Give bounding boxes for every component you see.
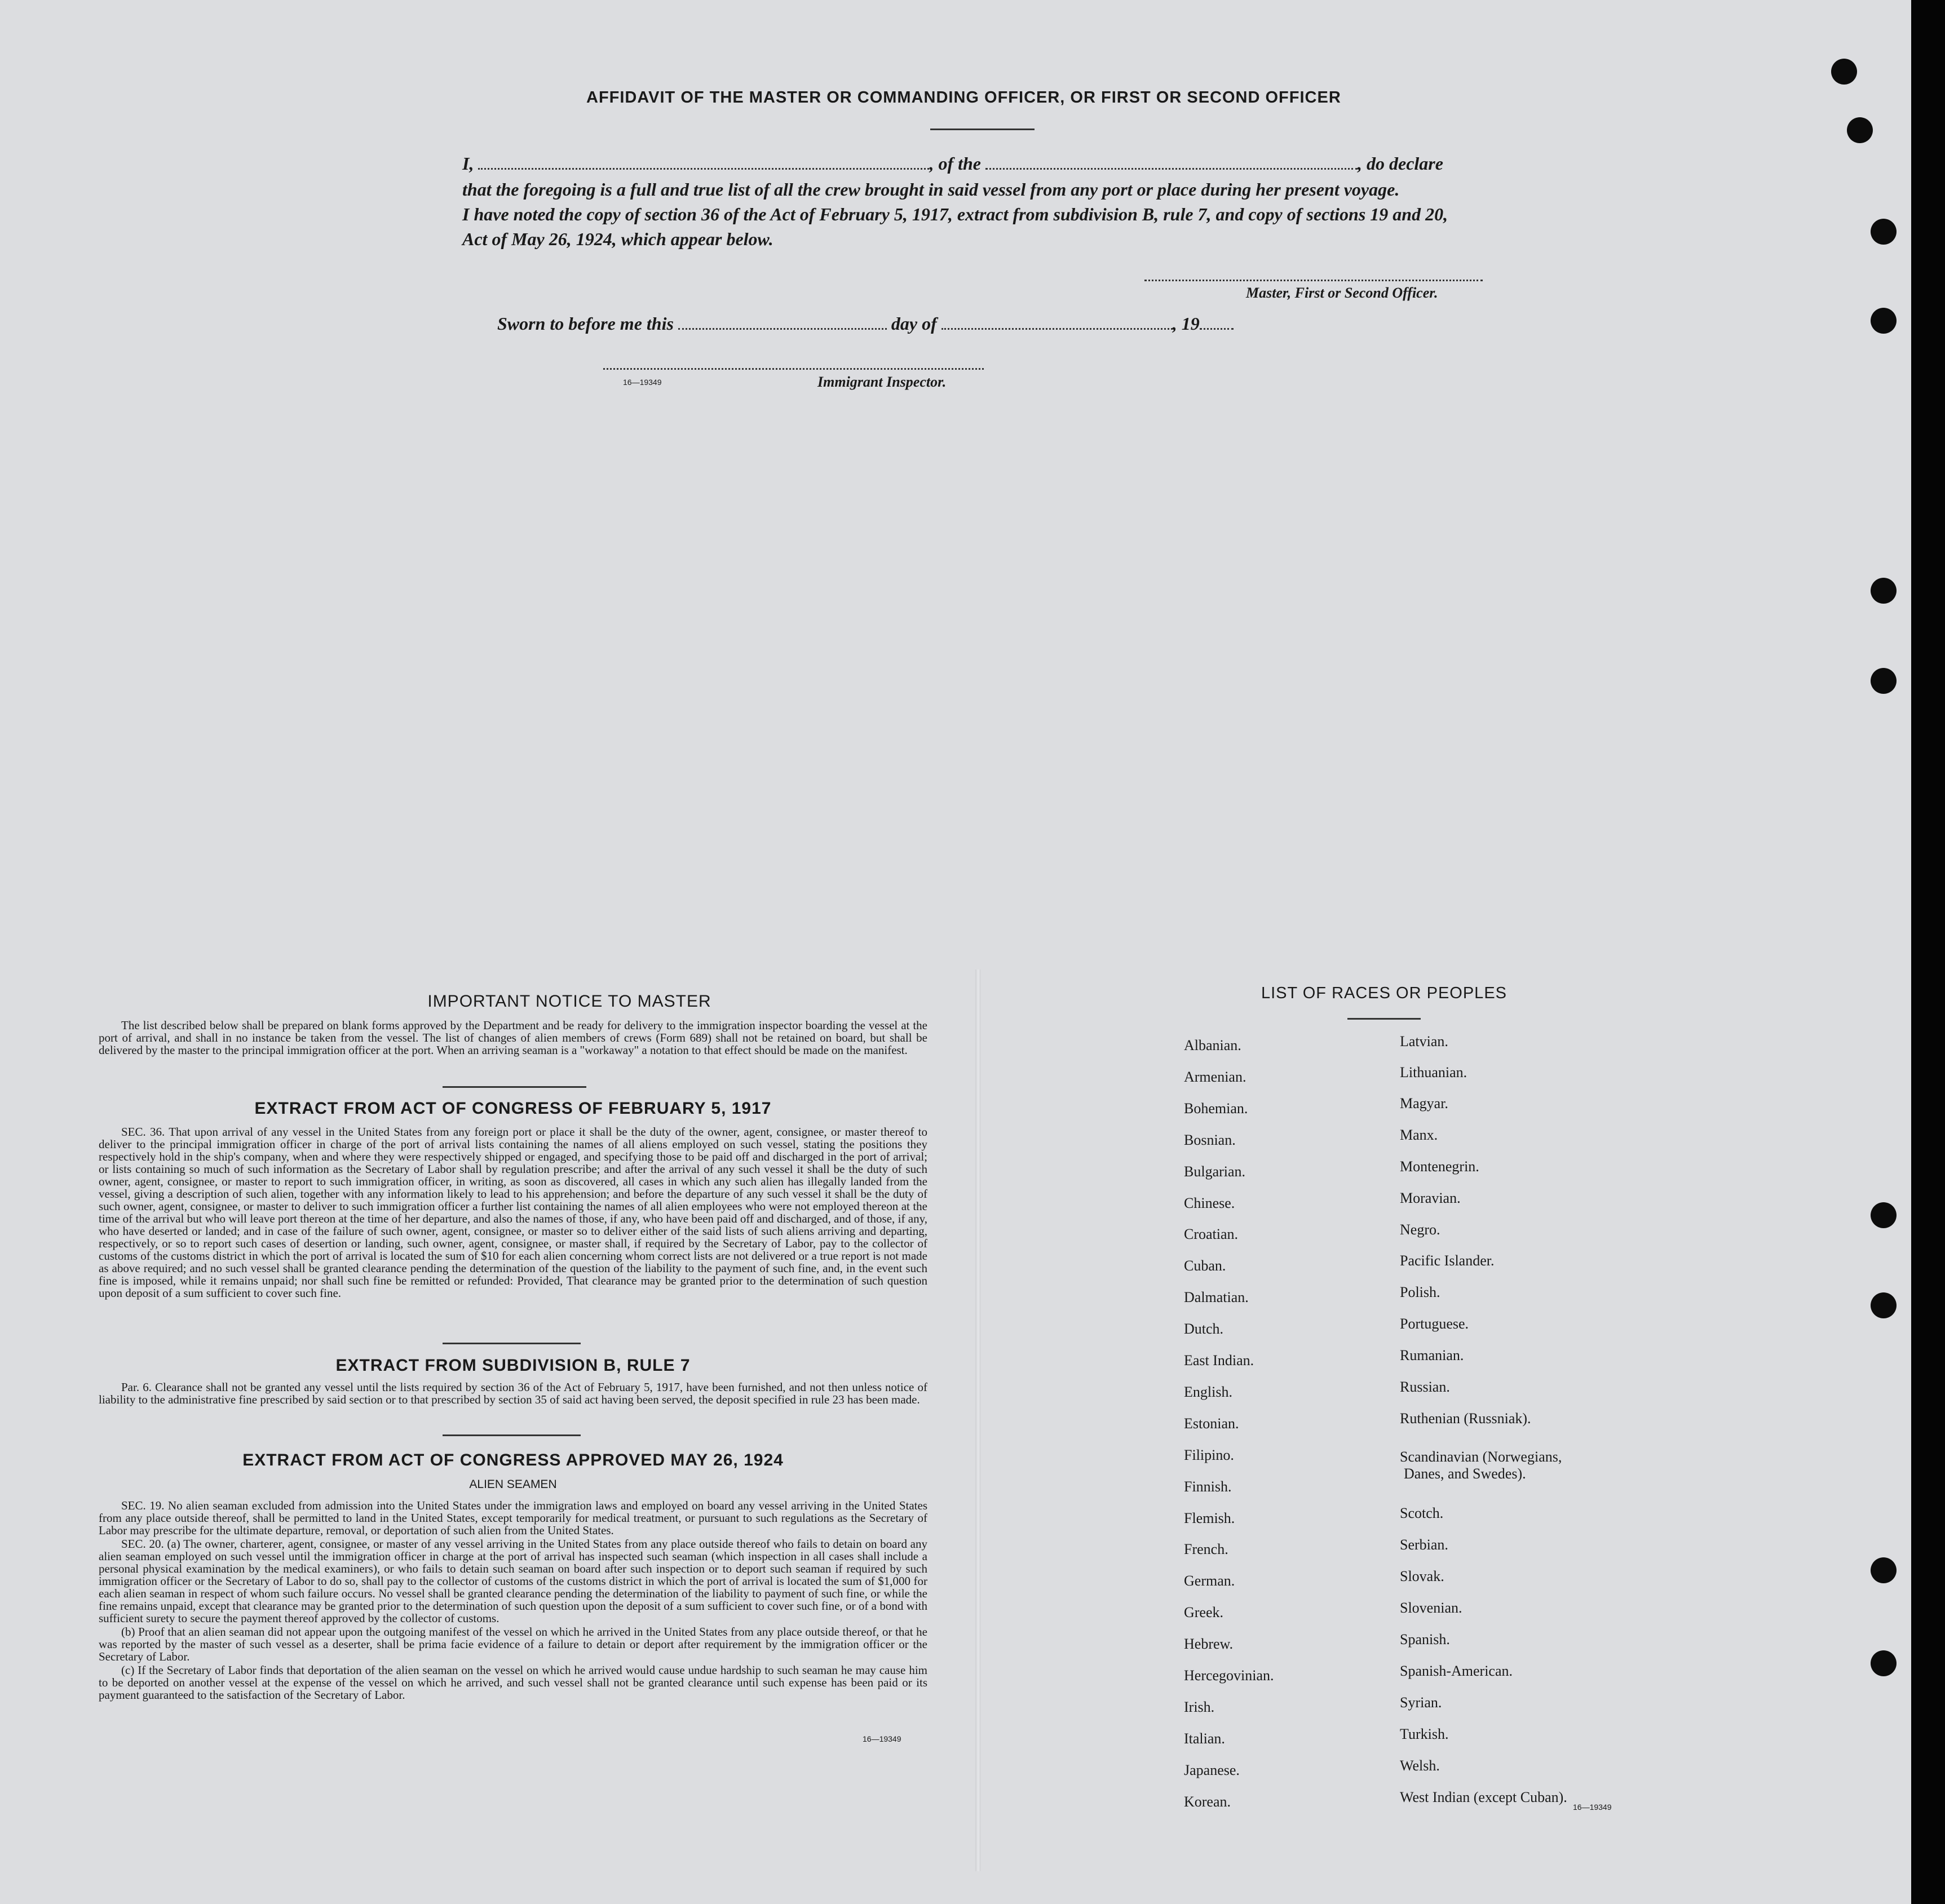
binder-hole: [1847, 117, 1873, 143]
binder-hole: [1871, 578, 1897, 604]
race-item: Lithuanian.: [1400, 1064, 1467, 1081]
race-item: French.: [1184, 1541, 1228, 1558]
races-title: LIST OF RACES OR PEOPLES: [1261, 984, 1508, 1002]
extract-1917-title: EXTRACT FROM ACT OF CONGRESS OF FEBRUARY 5, 1917: [254, 1099, 772, 1118]
race-item: Rumanian.: [1400, 1347, 1464, 1363]
race-item: Italian.: [1184, 1730, 1225, 1747]
section-20c-text: (c) If the Secretary of Labor finds that deportation of the alien seaman on the vessel on which he arrived would cause undue hardship to such seaman he may cause him to be deported on another vessel at the expense of the vessel on which he arrived, and such vessel shall not be granted clearance until such expense has been paid or its payment guaranteed to the satisfaction of the Secretary of Labor.: [99, 1663, 927, 1702]
declare-label: , do declare: [1358, 153, 1443, 174]
race-item: Ruthenian (Russniak).: [1400, 1410, 1531, 1427]
race-item: Albanian.: [1184, 1037, 1241, 1053]
sworn-day-label: day of: [891, 313, 937, 334]
race-item: Polish.: [1400, 1284, 1440, 1300]
race-item: Bosnian.: [1184, 1131, 1236, 1148]
binder-hole: [1871, 219, 1897, 245]
race-item: Syrian.: [1400, 1694, 1442, 1711]
race-item: Japanese.: [1184, 1761, 1240, 1778]
divider: [443, 1343, 581, 1344]
race-item: Croatian.: [1184, 1226, 1239, 1243]
page-fold: [975, 969, 981, 1871]
section-19-text: SEC. 19. No alien seaman excluded from admission into the United States under the immigration laws and employed on board any vessel arriving in the United States from any place outside thereof, shall be permitted to land in the United States, except temporarily for medical treatment, or pursuant to such regulations as the Secretary of Labor may prescribe for the ultimate departure, removal, or deportation of such alien from the United States.: [99, 1499, 927, 1537]
inspector-label: Immigrant Inspector.: [817, 374, 947, 390]
section-20a-text: SEC. 20. (a) The owner, charterer, agent, consignee, or master of any vessel arriving in the United States from any place outside thereof who fails to detain on board any alien seaman employed on such vessel until the immigration officer in charge at the port of arrival has inspected such seaman (which inspection in all cases shall include a personal physical examination by the medical examiners), or who fails to detain such seaman on board after such inspection or to deport such seaman if required by such immigration officer or the Secretary of Labor to do so, shall pay to the collector of customs of the customs district in which the port of arrival is located the sum of $1,000 for each alien seaman in respect of whom such failure occurs. No vessel shall be granted clearance pending the determination of the liability to payment of such fine, or while the fine remains unpaid, except that clearance may be granted prior to the determination of such question upon the deposit of a sum sufficient to cover such fine, or of a bond with sufficient surety to secure the payment thereof approved by the collector of customs.: [99, 1537, 927, 1625]
binder-hole: [1871, 308, 1897, 334]
declaration-line-3: I have noted the copy of section 36 of the Act of February 5, 1917, extract from subdivision B, rule 7, and copy of sections 19 and 20,: [462, 204, 1448, 224]
race-item: Irish.: [1184, 1698, 1215, 1715]
race-item: Spanish-American.: [1400, 1663, 1513, 1679]
of-the-label: , of the: [929, 153, 981, 174]
sworn-month-field[interactable]: [941, 316, 1173, 330]
race-item: Hebrew.: [1184, 1636, 1234, 1653]
form-number: 16—19349: [1573, 1803, 1612, 1812]
binder-hole: [1871, 668, 1897, 694]
inspector-signature-line[interactable]: [603, 368, 984, 370]
notice-body: [99, 1019, 927, 1057]
extract-1924-body: [99, 1499, 927, 1702]
declaration-line-4: Act of May 26, 1924, which appear below.: [462, 229, 773, 249]
race-item: Hercegovinian.: [1184, 1667, 1274, 1684]
binder-hole: [1831, 59, 1857, 85]
race-item: Cuban.: [1184, 1257, 1226, 1274]
sworn-year-field[interactable]: [1200, 316, 1234, 330]
race-item: Bulgarian.: [1184, 1163, 1246, 1180]
section-20b-text: (b) Proof that an alien seaman did not appear upon the outgoing manifest of the vessel on which he arrived in the United States from any place outside thereof, or that he was reported by the master of such vessel as a deserter, shall be prima facie evidence of a failure to detain or deport after requirement by the immigration officer or the Secretary of Labor.: [99, 1625, 927, 1663]
race-item: Filipino.: [1184, 1446, 1234, 1463]
vessel-name-field[interactable]: [985, 156, 1358, 170]
race-item: Manx.: [1400, 1127, 1438, 1143]
declaration-line-2: that the foregoing is a full and true list of all the crew brought in said vessel from any port or place during her present voyage.: [462, 179, 1400, 200]
form-number: 16—19349: [623, 378, 662, 387]
divider: [930, 129, 1035, 130]
race-item: Turkish.: [1400, 1726, 1449, 1742]
race-item: Scotch.: [1400, 1505, 1444, 1521]
race-item: Serbian.: [1400, 1537, 1448, 1553]
subdivision-b-title: EXTRACT FROM SUBDIVISION B, RULE 7: [335, 1356, 691, 1375]
form-number: 16—19349: [863, 1734, 901, 1743]
race-item: Moravian.: [1400, 1190, 1461, 1206]
race-item: English.: [1184, 1383, 1232, 1400]
notice-text: The list described below shall be prepared on blank forms approved by the Department and be ready for delivery to the immigration inspector boarding the vessel at the port of arrival, and shall in no instance be taken from the vessel. The list of changes of alien members of crews (Form 689) shall not be retained on board, but shall be delivered by the master to the principal immigration officer at the port. When an arriving seaman is a "workaway" a notation to that effect should be made on the manifest.: [99, 1019, 927, 1057]
extract-1917-body: [99, 1126, 927, 1300]
race-item: Korean.: [1184, 1793, 1231, 1810]
race-item: Armenian.: [1184, 1068, 1246, 1085]
race-item: Chinese.: [1184, 1194, 1235, 1211]
declarant-prefix: I,: [462, 153, 474, 174]
race-item: Pacific Islander.: [1400, 1252, 1495, 1269]
race-item: Dutch.: [1184, 1321, 1224, 1338]
race-item: Estonian.: [1184, 1415, 1239, 1432]
divider: [443, 1086, 586, 1088]
divider: [1347, 1018, 1421, 1020]
sworn-day-field[interactable]: [678, 316, 887, 330]
subdivision-b-body: [99, 1381, 927, 1407]
declarant-name-field[interactable]: [478, 156, 929, 170]
race-item: German.: [1184, 1573, 1235, 1589]
race-item: Spanish.: [1400, 1631, 1450, 1648]
affidavit-title: AFFIDAVIT OF THE MASTER OR COMMANDING OFFICER, OR FIRST OR SECOND OFFICER: [586, 88, 1341, 107]
par-6-text: Par. 6. Clearance shall not be granted any vessel until the lists required by section 36 of the Act of February 5, 1917, have been furnished, and not then unless notice of liability to the administrative fine prescribed by said section or to that prescribed by section 35 of said act having been served, the deposit specified in rule 23 has been made.: [99, 1380, 927, 1406]
race-item: Dalmatian.: [1184, 1289, 1249, 1306]
race-item: Greek.: [1184, 1604, 1224, 1621]
binder-hole: [1871, 1650, 1897, 1676]
binder-hole: [1871, 1202, 1897, 1228]
sworn-year-label: , 19: [1172, 313, 1200, 334]
race-item: Slovak.: [1400, 1568, 1444, 1584]
race-item: East Indian.: [1184, 1352, 1254, 1369]
race-item: Russian.: [1400, 1379, 1450, 1395]
race-item: Slovenian.: [1400, 1600, 1462, 1616]
signature-label: Master, First or Second Officer.: [1246, 285, 1438, 301]
divider: [443, 1434, 581, 1436]
binder-hole: [1871, 1557, 1897, 1583]
race-item-continuation: Danes, and Swedes).: [1404, 1465, 1526, 1482]
race-item: Negro.: [1400, 1221, 1440, 1238]
race-item: West Indian (except Cuban).: [1400, 1789, 1567, 1805]
signature-line[interactable]: [1144, 280, 1483, 281]
sworn-line: [497, 313, 1234, 334]
binder-hole: [1871, 1292, 1897, 1318]
race-item: Portuguese.: [1400, 1316, 1469, 1332]
extract-1924-title: EXTRACT FROM ACT OF CONGRESS APPROVED MAY 26, 1924: [242, 1451, 784, 1469]
race-item: Bohemian.: [1184, 1100, 1248, 1117]
notice-title: IMPORTANT NOTICE TO MASTER: [427, 992, 711, 1011]
race-item: Magyar.: [1400, 1095, 1448, 1112]
race-item: Flemish.: [1184, 1509, 1235, 1526]
section-36-text: SEC. 36. That upon arrival of any vessel in the United States from any foreign port or place it shall be the duty of the owner, agent, consignee, or master thereof to deliver to the principal immigration officer in charge of the port of arrival lists containing the names of all aliens employed on such vessel, stating the positions they respectively hold in the ship's company, when and where they were respectively shipped or engaged, and specifying those to be paid off and discharged in the port of arrival; or lists containing so much of such information as the Secretary of Labor shall by regulation prescribe; and after the arrival of any such vessel it shall be the duty of such owner, agent, consignee, or master to report to such immigration officer, in writing, as soon as discovered, all cases in which any such alien has illegally landed from the vessel, giving a description of such alien, together with any information likely to lead to his apprehension; and before the departure of any such vessel it shall be the duty of such owner, agent, consignee, or master to deliver to such immigration officer a further list containing the names of all alien employees who were not employed thereon at the time of the arrival but who will leave port thereon at the time of her departure, and also the names of those, if any, who have been paid off and discharged, and of those, if any, who have deserted or landed; and in case of the failure of such owner, agent, consignee, or master so to deliver either of the said lists of such aliens arriving and departing, respectively, or so to report such cases of desertion or landing, such owner, agent, consignee, or master shall, if required by the Secretary of Labor, pay to the collector of customs of the customs district in which the port of arrival is located the sum of $10 for each alien concerning whom correct lists are not delivered or a true report is not made as above required; and no such vessel shall be granted clearance pending the determination of the question of the liability to the payment of such fine, and, in the event such fine is imposed, while it remains unpaid; nor shall such fine be remitted or refunded: Provided, That clearance may be granted prior to the determination of such question upon deposit of a sum sufficient to cover such fine.: [99, 1125, 927, 1300]
race-item: Scandinavian (Norwegians,: [1400, 1449, 1562, 1465]
sworn-prefix: Sworn to before me this: [497, 313, 674, 334]
race-item: Montenegrin.: [1400, 1158, 1479, 1175]
race-item: Latvian.: [1400, 1033, 1448, 1050]
race-item: Welsh.: [1400, 1757, 1440, 1774]
alien-seamen-subtitle: ALIEN SEAMEN: [469, 1478, 557, 1491]
declaration-line-1: [462, 153, 1443, 174]
race-item: Finnish.: [1184, 1478, 1232, 1495]
